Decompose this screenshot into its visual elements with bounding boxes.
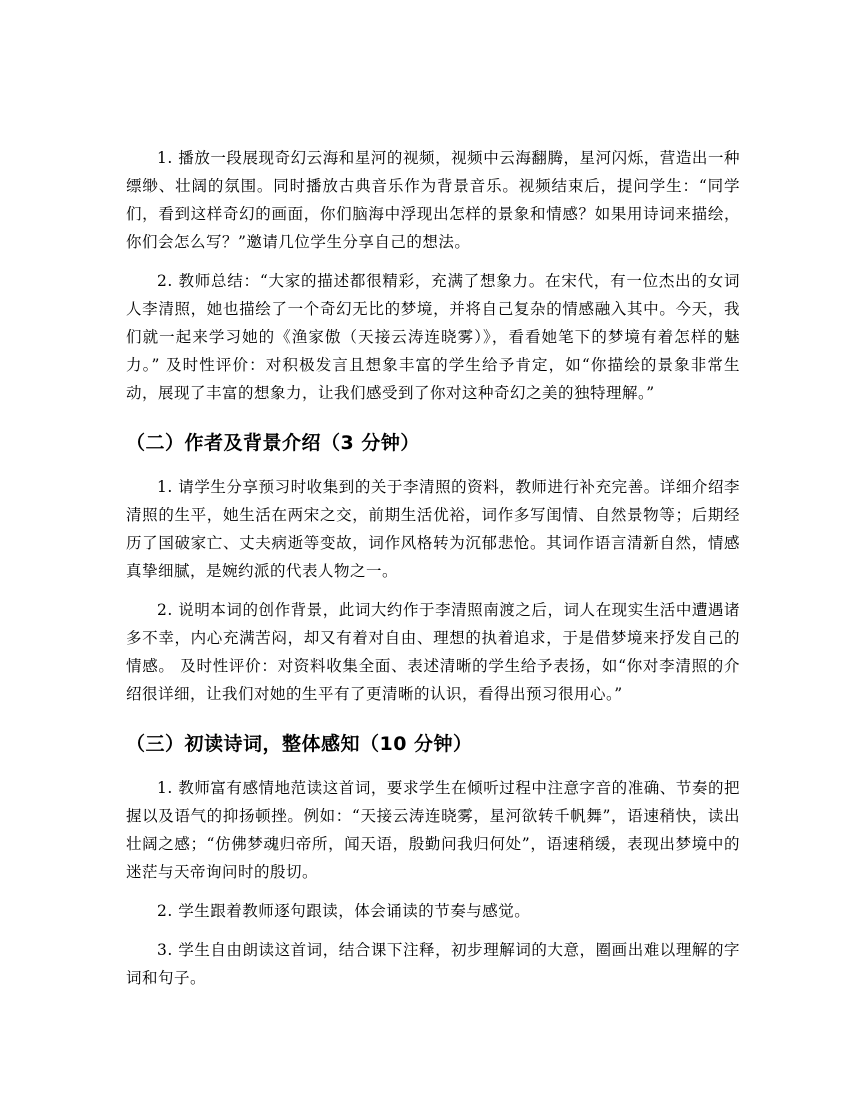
document-page [126, 144, 740, 1003]
author-paragraph-2: 2. 说明本词的创作背景，此词大约作于李清照南渡之后，词人在现实生活中遭遇诸多不幸，内心充满苦闷，却又有着对自由、理想的执着追求，于是借梦境来抒发自己的情感。 及时性评价：对资料收集全面、表述清晰的学生给予表扬，如“你对李清照的介绍很详细，让我们对她的生平有了更清晰的认识，看得出预习很用心。” [126, 601, 740, 703]
intro-paragraph-1: 1. 播放一段展现奇幻云海和星河的视频，视频中云海翻腾，星河闪烁，营造出一种缥缈、壮阔的氛围。同时播放古典音乐作为背景音乐。视频结束后，提问学生：“同学们，看到这样奇幻的画面，你们脑海中浮现出怎样的景象和情感？如果用诗词来描绘，你们会怎么写？”邀请几位学生分享自己的想法。 [126, 149, 740, 251]
author-paragraph-1: 1. 请学生分享预习时收集到的关于李清照的资料，教师进行补充完善。详细介绍李清照的生平，她生活在两宋之交，前期生活优裕，词作多写闺情、自然景物等；后期经历了国破家亡、丈夫病逝等变故，词作风格转为沉郁悲怆。其词作语言清新自然，情感真挚细腻，是婉约派的代表人物之一。 [126, 478, 740, 580]
section-heading-author-background: （二）作者及背景介绍（3 分钟） [126, 432, 420, 454]
reading-paragraph-2: 2. 学生跟着教师逐句跟读，体会诵读的节奏与感觉。 [157, 902, 531, 920]
reading-paragraph-1: 1. 教师富有感情地范读这首词，要求学生在倾听过程中注意字音的准确、节奏的把握以及语气的抑扬顿挫。例如：“天接云涛连晓雾，星河欲转千帆舞”，语速稍快，读出壮阔之感；“仿佛梦魂归帝所，闻天语，殷勤问我归何处”，语速稍缓，表现出梦境中的迷茫与天帝询问时的殷切。 [126, 779, 740, 881]
section-heading-first-reading: （三）初读诗词，整体感知（10 分钟） [126, 733, 473, 755]
reading-paragraph-3: 3. 学生自由朗读这首词，结合课下注释，初步理解词的大意，圈画出难以理解的字词和句子。 [126, 941, 740, 987]
intro-paragraph-2: 2. 教师总结：“大家的描述都很精彩，充满了想象力。在宋代，有一位杰出的女词人李清照，她也描绘了一个奇幻无比的梦境，并将自己复杂的情感融入其中。今天，我们就一起来学习她的《渔家傲（天接云涛连晓雾）》，看看她笔下的梦境有着怎样的魅力。” 及时性评价：对积极发言且想象丰富的学生给予肯定，如“你描绘的景象非常生动，展现了丰富的想象力，让我们感受到了你对这种奇幻之美的独特理解。” [126, 272, 740, 402]
